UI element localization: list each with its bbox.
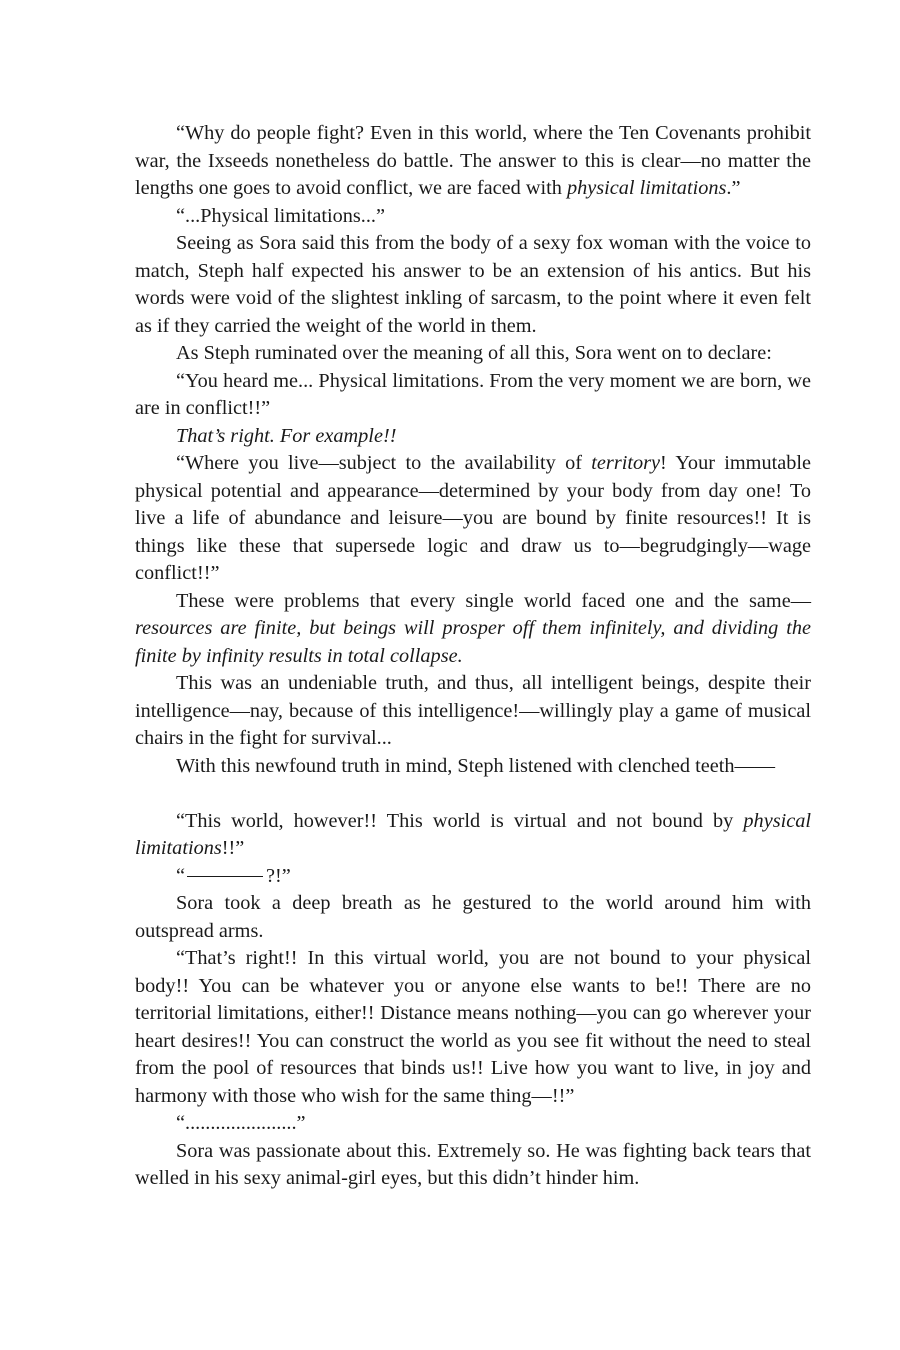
- paragraph-physical-limitations-echo: “...Physical limitations...”: [176, 204, 385, 227]
- blank-line: [187, 876, 263, 877]
- paragraph-text: “This world, however!! This world is virtual and not bound by: [176, 809, 744, 832]
- paragraph-virtual-world: “That’s right!! In this virtual world, you are not bound to your physical body!! You can be whatever you or anyone else wants to be!! There are no territorial limitations, either!! Distance means nothing—you can go wherever your heart desires!! You can construct the world as you see fit without the need to steal from the pool of resources that binds us!! Live how you want to live, in joy and harmony with those who wish for the same thing—!!”: [135, 947, 811, 1107]
- paragraph-problems-every-world: [135, 588, 811, 671]
- paragraph-why-fight: [135, 120, 811, 203]
- novel-page: [135, 120, 811, 1193]
- paragraph-deep-breath: Sora took a deep breath as he gestured to the world around him with outspread arms.: [135, 892, 811, 942]
- italic-emphasis: physical limitations: [135, 809, 811, 859]
- paragraph-text: ! Your immutable physical potential and appearance—determined by your body from day one! To live a life of abundance and leisure—you are bound by finite resources!! It is things like these that supersede logic and draw us to—begrudgingly—wage conflict!!”: [135, 452, 811, 584]
- paragraph-thats-right: [135, 423, 811, 451]
- open-quote: “: [176, 864, 186, 887]
- paragraph-undeniable-truth: This was an undeniable truth, and thus, all intelligent beings, despite their intelligence—nay, because of this intelligence!—willingly play a game of musical chairs in the fight for survival...: [135, 672, 811, 749]
- paragraph-fox-woman: Seeing as Sora said this from the body of a sexy fox woman with the voice to match, Steph half expected his answer to be an extension of his antics. But his words were void of the slightest inkling of sarcasm, to the point where it even felt as if they carried the weight of the world in them.: [135, 232, 811, 337]
- paragraph-where-you-live: [135, 450, 811, 588]
- paragraph-text: These were problems that every single world faced one and the same—: [176, 589, 811, 612]
- paragraph-this-world-however: [135, 808, 811, 863]
- paragraph-blank-exclamation: [135, 863, 811, 891]
- paragraph-you-heard-me: “You heard me... Physical limitations. From the very moment we are born, we are in conflict!!”: [135, 369, 811, 419]
- paragraph-text: “Where you live—subject to the availability of: [176, 452, 592, 474]
- paragraph-text: .”: [726, 177, 741, 199]
- italic-emphasis: physical limitations: [566, 177, 727, 199]
- scene-break: [135, 780, 811, 808]
- italic-emphasis: resources are finite, but beings will prosper off them infinitely, and dividing the finite by infinity results in total collapse.: [135, 617, 811, 667]
- paragraph-sora-passionate: Sora was passionate about this. Extremely so. He was fighting back tears that welled in his sexy animal-girl eyes, but this didn’t hinder him.: [135, 1139, 811, 1189]
- italic-thought: That’s right. For example!!: [176, 424, 397, 447]
- italic-emphasis: territory: [591, 452, 661, 474]
- paragraph-ellipsis-silence: “......................”: [176, 1112, 306, 1134]
- paragraph-text: !!”: [221, 837, 245, 859]
- paragraph-steph-ruminated: As Steph ruminated over the meaning of all this, Sora went on to declare:: [176, 342, 772, 364]
- paragraph-newfound-truth: With this newfound truth in mind, Steph listened with clenched teeth——: [176, 754, 776, 777]
- paragraph-text: “Why do people fight? Even in this world, where the Ten Covenants prohibit war, the Ixseeds nonetheless do battle. The answer to this is clear—no matter the lengths one goes to avoid conflict, we are faced with: [135, 122, 811, 199]
- close-quote: ?!”: [266, 864, 291, 887]
